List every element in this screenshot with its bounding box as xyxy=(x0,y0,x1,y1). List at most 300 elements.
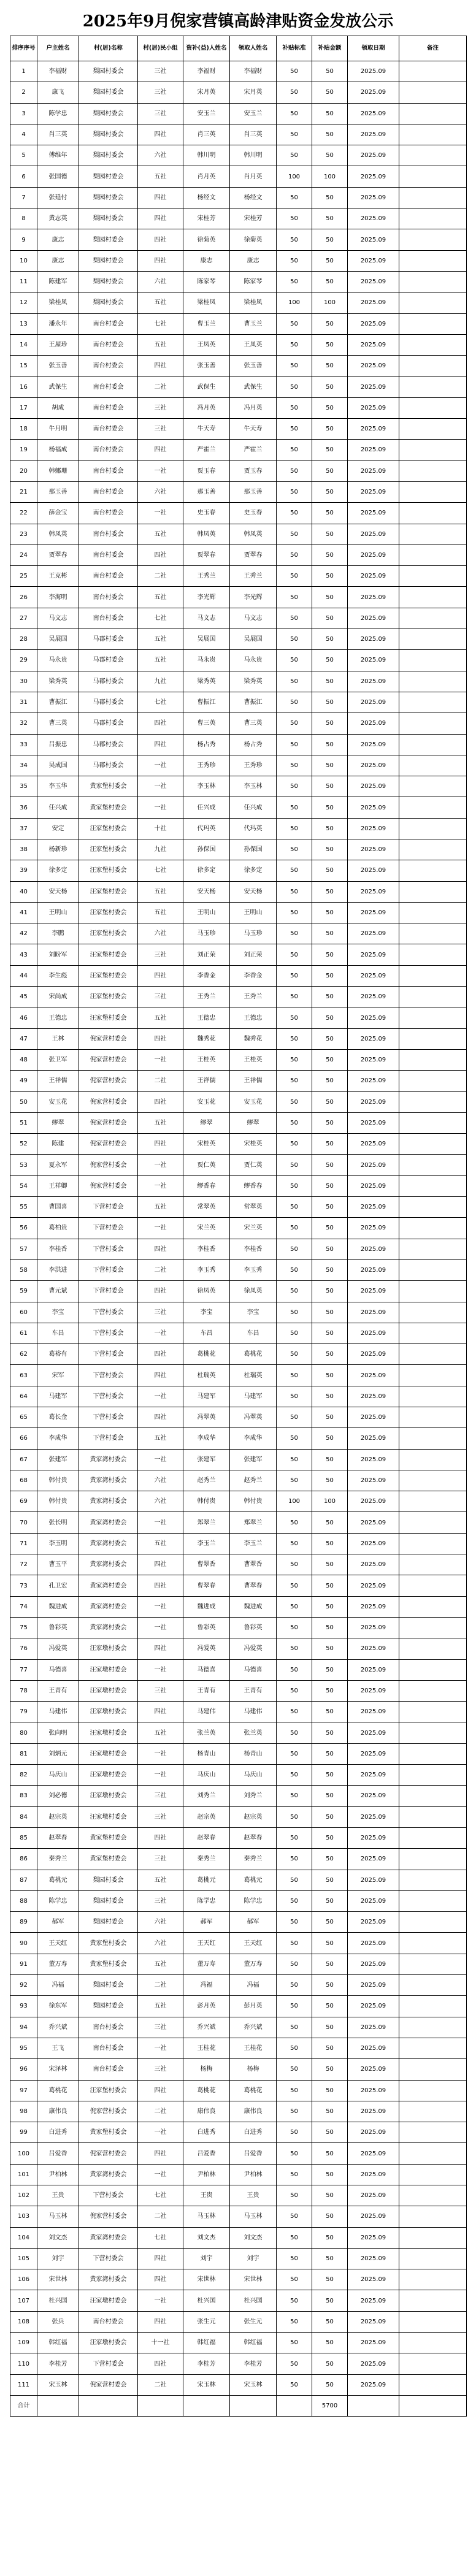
cell-date: 2025.09 xyxy=(348,1743,399,1764)
cell-amount: 50 xyxy=(312,797,348,818)
cell-beneficiary: 杜兴国 xyxy=(183,2290,230,2311)
cell-recipient: 马文志 xyxy=(230,608,277,629)
cell-notes xyxy=(399,2269,467,2290)
cell-date: 2025.09 xyxy=(348,1596,399,1617)
cell-village: 黄家湾村委会 xyxy=(79,1512,138,1533)
cell-household: 潘永年 xyxy=(37,313,79,334)
cell-index: 87 xyxy=(10,1870,37,1890)
cell-group: 四社 xyxy=(138,1344,183,1365)
cell-village: 黄家湾村委会 xyxy=(79,1449,138,1470)
cell-amount: 50 xyxy=(312,187,348,208)
cell-household: 韩付贵 xyxy=(37,1491,79,1512)
cell-beneficiary: 陈学忠 xyxy=(183,1890,230,1911)
cell-beneficiary: 赵宗英 xyxy=(183,1806,230,1827)
cell-beneficiary: 鲁彩英 xyxy=(183,1617,230,1638)
cell-group: 五社 xyxy=(138,1428,183,1449)
cell-standard: 50 xyxy=(277,103,312,124)
cell-index: 104 xyxy=(10,2227,37,2248)
cell-notes xyxy=(399,1365,467,1386)
cell-beneficiary: 康伟良 xyxy=(183,2101,230,2122)
cell-household: 葛柏贵 xyxy=(37,1218,79,1239)
cell-household: 傅维年 xyxy=(37,145,79,166)
cell-amount: 50 xyxy=(312,1870,348,1890)
cell-group: 五社 xyxy=(138,587,183,608)
cell-notes xyxy=(399,187,467,208)
cell-recipient: 冯爱英 xyxy=(230,1638,277,1659)
cell-household: 葛裕有 xyxy=(37,1344,79,1365)
cell-household: 葛桃元 xyxy=(37,1870,79,1890)
cell-recipient: 董万寿 xyxy=(230,1954,277,1974)
cell-recipient: 李玉兰 xyxy=(230,1533,277,1554)
cell-date: 2025.09 xyxy=(348,2059,399,2080)
cell-village: 南台村委会 xyxy=(79,545,138,565)
cell-village: 梨园村委会 xyxy=(79,124,138,145)
cell-date: 2025.09 xyxy=(348,2311,399,2332)
cell-beneficiary: 董万寿 xyxy=(183,1954,230,1974)
cell-amount: 50 xyxy=(312,1428,348,1449)
table-row xyxy=(10,1912,467,1933)
cell-beneficiary: 王青有 xyxy=(183,1680,230,1701)
cell-recipient: 马庆山 xyxy=(230,1765,277,1786)
cell-village: 下营村委会 xyxy=(79,1323,138,1343)
cell-amount: 50 xyxy=(312,271,348,292)
cell-group: 四社 xyxy=(138,2248,183,2269)
cell-group: 四社 xyxy=(138,1281,183,1302)
cell-recipient: 王凤英 xyxy=(230,334,277,355)
cell-village: 黄家堡村委会 xyxy=(79,1849,138,1870)
cell-amount: 100 xyxy=(312,166,348,187)
cell-notes xyxy=(399,2059,467,2080)
cell-index: 44 xyxy=(10,965,37,986)
table-row xyxy=(10,755,467,776)
cell-amount: 50 xyxy=(312,1786,348,1806)
cell-date: 2025.09 xyxy=(348,965,399,986)
cell-group: 三社 xyxy=(138,1849,183,1870)
cell-recipient: 韩川明 xyxy=(230,145,277,166)
cell-amount: 50 xyxy=(312,103,348,124)
cell-amount: 50 xyxy=(312,1365,348,1386)
cell-group: 五社 xyxy=(138,1007,183,1028)
cell-village: 黄家湾村委会 xyxy=(79,1575,138,1596)
cell-village: 黄家堡村委会 xyxy=(79,2122,138,2143)
cell-group: 一社 xyxy=(138,797,183,818)
cell-village: 汪家墩村委会 xyxy=(79,2290,138,2311)
cell-amount: 50 xyxy=(312,1470,348,1491)
cell-amount: 50 xyxy=(312,1049,348,1070)
cell-beneficiary: 宋月英 xyxy=(183,82,230,103)
cell-village: 马郡村委会 xyxy=(79,671,138,692)
cell-index: 108 xyxy=(10,2311,37,2332)
cell-index: 99 xyxy=(10,2122,37,2143)
header-date: 领取日期 xyxy=(348,36,399,61)
cell-date: 2025.09 xyxy=(348,1428,399,1449)
cell-recipient: 魏进成 xyxy=(230,1596,277,1617)
cell-notes xyxy=(399,734,467,755)
cell-date: 2025.09 xyxy=(348,1954,399,1974)
table-row xyxy=(10,713,467,734)
cell-notes xyxy=(399,1323,467,1343)
cell-household: 韩娜珊 xyxy=(37,461,79,481)
cell-group: 六社 xyxy=(138,1912,183,1933)
cell-notes xyxy=(399,1554,467,1575)
cell-group: 六社 xyxy=(138,923,183,944)
cell-beneficiary: 韩红福 xyxy=(183,2333,230,2353)
cell-recipient: 张建军 xyxy=(230,1449,277,1470)
cell-recipient: 肖三英 xyxy=(230,124,277,145)
cell-household: 赵翠春 xyxy=(37,1827,79,1848)
cell-standard: 50 xyxy=(277,1134,312,1155)
cell-amount: 50 xyxy=(312,2059,348,2080)
cell-standard: 50 xyxy=(277,145,312,166)
cell-index: 45 xyxy=(10,987,37,1007)
cell-date: 2025.09 xyxy=(348,1806,399,1827)
cell-index: 85 xyxy=(10,1827,37,1848)
cell-household: 那玉善 xyxy=(37,481,79,502)
cell-group: 五社 xyxy=(138,1722,183,1743)
cell-notes xyxy=(399,503,467,524)
cell-group: 七社 xyxy=(138,608,183,629)
cell-standard: 50 xyxy=(277,524,312,545)
cell-recipient: 张生元 xyxy=(230,2311,277,2332)
cell-beneficiary: 安天杨 xyxy=(183,881,230,902)
cell-village: 汪家堡村委会 xyxy=(79,965,138,986)
cell-household: 葛长金 xyxy=(37,1407,79,1428)
cell-recipient: 吴展国 xyxy=(230,629,277,650)
cell-household: 吕爱香 xyxy=(37,2143,79,2164)
table-row xyxy=(10,1428,467,1449)
cell-group: 三社 xyxy=(138,419,183,440)
cell-index: 79 xyxy=(10,1702,37,1722)
table-row xyxy=(10,2164,467,2185)
cell-household: 郝军 xyxy=(37,1912,79,1933)
table-row xyxy=(10,1071,467,1091)
cell-amount: 50 xyxy=(312,2185,348,2206)
cell-index: 41 xyxy=(10,902,37,923)
table-row xyxy=(10,1365,467,1386)
cell-notes xyxy=(399,1386,467,1407)
cell-date: 2025.09 xyxy=(348,1617,399,1638)
cell-group: 三社 xyxy=(138,397,183,418)
cell-date: 2025.09 xyxy=(348,2248,399,2269)
cell-household: 梁秀英 xyxy=(37,671,79,692)
cell-recipient: 陈学忠 xyxy=(230,1890,277,1911)
cell-standard: 50 xyxy=(277,503,312,524)
cell-amount: 50 xyxy=(312,524,348,545)
cell-village: 南台村委会 xyxy=(79,397,138,418)
cell-notes xyxy=(399,2080,467,2101)
cell-recipient: 贾翠春 xyxy=(230,545,277,565)
cell-group: 五社 xyxy=(138,629,183,650)
table-row xyxy=(10,1091,467,1112)
cell-household: 夏永军 xyxy=(37,1155,79,1175)
cell-date: 2025.09 xyxy=(348,1786,399,1806)
cell-group: 一社 xyxy=(138,776,183,797)
cell-date: 2025.09 xyxy=(348,629,399,650)
cell-standard: 50 xyxy=(277,1007,312,1028)
cell-standard: 50 xyxy=(277,1365,312,1386)
cell-standard: 50 xyxy=(277,397,312,418)
cell-amount: 50 xyxy=(312,902,348,923)
cell-standard: 50 xyxy=(277,61,312,82)
cell-household: 康志 xyxy=(37,250,79,271)
cell-date: 2025.09 xyxy=(348,1996,399,2017)
cell-notes xyxy=(399,797,467,818)
cell-beneficiary: 韩川明 xyxy=(183,145,230,166)
cell-standard: 50 xyxy=(277,713,312,734)
cell-amount: 50 xyxy=(312,440,348,461)
table-row xyxy=(10,1786,467,1806)
cell-date: 2025.09 xyxy=(348,1259,399,1280)
cell-village: 倪家营村委会 xyxy=(79,2143,138,2164)
cell-date: 2025.09 xyxy=(348,2227,399,2248)
cell-standard: 50 xyxy=(277,1218,312,1239)
cell-village: 倪家营村委会 xyxy=(79,1175,138,1196)
cell-notes xyxy=(399,1933,467,1954)
cell-standard: 50 xyxy=(277,2248,312,2269)
cell-notes xyxy=(399,1786,467,1806)
cell-amount: 50 xyxy=(312,545,348,565)
table-row xyxy=(10,2248,467,2269)
cell-village: 南台村委会 xyxy=(79,2017,138,2038)
cell-group: 五社 xyxy=(138,334,183,355)
cell-household: 张兵 xyxy=(37,2311,79,2332)
cell-village: 倪家营村委会 xyxy=(79,1049,138,1070)
cell-household: 赵宗英 xyxy=(37,1806,79,1827)
cell-amount: 50 xyxy=(312,1849,348,1870)
cell-standard: 50 xyxy=(277,1470,312,1491)
cell-village: 梨园村委会 xyxy=(79,271,138,292)
table-row xyxy=(10,2227,467,2248)
cell-notes xyxy=(399,1849,467,1870)
cell-village: 南台村委会 xyxy=(79,503,138,524)
cell-amount: 50 xyxy=(312,229,348,250)
cell-amount: 50 xyxy=(312,1449,348,1470)
cell-notes xyxy=(399,292,467,313)
cell-amount: 50 xyxy=(312,1512,348,1533)
table-row xyxy=(10,461,467,481)
cell-beneficiary: 徐凤英 xyxy=(183,1281,230,1302)
cell-village: 黄家湾村委会 xyxy=(79,1533,138,1554)
cell-beneficiary: 马德喜 xyxy=(183,1659,230,1680)
cell-notes xyxy=(399,1912,467,1933)
cell-notes xyxy=(399,1617,467,1638)
cell-notes xyxy=(399,208,467,229)
cell-village: 下营村委会 xyxy=(79,1428,138,1449)
cell-standard: 50 xyxy=(277,2122,312,2143)
cell-date: 2025.09 xyxy=(348,1870,399,1890)
table-row xyxy=(10,1134,467,1155)
cell-group: 一社 xyxy=(138,1449,183,1470)
cell-village: 南台村委会 xyxy=(79,419,138,440)
cell-household: 刘炳元 xyxy=(37,1743,79,1764)
cell-household: 李福财 xyxy=(37,61,79,82)
cell-group: 五社 xyxy=(138,292,183,313)
cell-notes xyxy=(399,1049,467,1070)
table-row xyxy=(10,1449,467,1470)
header-amount: 补贴金额 xyxy=(312,36,348,61)
cell-date: 2025.09 xyxy=(348,1134,399,1155)
cell-standard: 50 xyxy=(277,1028,312,1049)
cell-notes xyxy=(399,1112,467,1133)
cell-household: 李鹏 xyxy=(37,923,79,944)
cell-date: 2025.09 xyxy=(348,229,399,250)
cell-index: 81 xyxy=(10,1743,37,1764)
cell-household: 张卫军 xyxy=(37,1049,79,1070)
cell-index: 106 xyxy=(10,2269,37,2290)
cell-household: 王青有 xyxy=(37,1680,79,1701)
cell-notes xyxy=(399,713,467,734)
cell-group: 一社 xyxy=(138,2290,183,2311)
cell-group: 一社 xyxy=(138,755,183,776)
cell-date: 2025.09 xyxy=(348,987,399,1007)
table-row xyxy=(10,1617,467,1638)
cell-household: 韩付贵 xyxy=(37,1470,79,1491)
cell-standard: 50 xyxy=(277,187,312,208)
cell-beneficiary: 宋桂芳 xyxy=(183,208,230,229)
cell-village: 汪家墩村委会 xyxy=(79,1638,138,1659)
cell-beneficiary: 宋桂英 xyxy=(183,1134,230,1155)
cell-index: 59 xyxy=(10,1281,37,1302)
cell-date: 2025.09 xyxy=(348,1975,399,1996)
cell-group: 四社 xyxy=(138,440,183,461)
cell-amount: 50 xyxy=(312,2353,348,2374)
cell-household: 薛金宝 xyxy=(37,503,79,524)
table-row xyxy=(10,1849,467,1870)
cell-village: 梨园村委会 xyxy=(79,61,138,82)
cell-group: 四社 xyxy=(138,187,183,208)
cell-date: 2025.09 xyxy=(348,481,399,502)
cell-date: 2025.09 xyxy=(348,2080,399,2101)
table-row xyxy=(10,1765,467,1786)
cell-standard: 50 xyxy=(277,1259,312,1280)
cell-household: 陈建军 xyxy=(37,271,79,292)
cell-group: 三社 xyxy=(138,2017,183,2038)
cell-index: 101 xyxy=(10,2164,37,2185)
cell-beneficiary: 魏秀花 xyxy=(183,1028,230,1049)
cell-date: 2025.09 xyxy=(348,1365,399,1386)
cell-household: 马永贵 xyxy=(37,650,79,671)
table-row xyxy=(10,1197,467,1218)
cell-beneficiary: 那玉善 xyxy=(183,481,230,502)
cell-amount: 50 xyxy=(312,2101,348,2122)
cell-date: 2025.09 xyxy=(348,713,399,734)
cell-beneficiary: 秦秀兰 xyxy=(183,1849,230,1870)
table-row xyxy=(10,608,467,629)
cell-beneficiary: 王桂花 xyxy=(183,2038,230,2058)
cell-index: 12 xyxy=(10,292,37,313)
total-amount: 5700 xyxy=(312,2395,348,2416)
cell-group: 五社 xyxy=(138,166,183,187)
cell-recipient: 贾仁英 xyxy=(230,1155,277,1175)
cell-village: 黄家湾村委会 xyxy=(79,1596,138,1617)
cell-village: 汪家墩村委会 xyxy=(79,1722,138,1743)
cell-village: 黄家湾村委会 xyxy=(79,2269,138,2290)
cell-standard: 50 xyxy=(277,208,312,229)
cell-recipient: 代玛英 xyxy=(230,818,277,839)
cell-amount: 50 xyxy=(312,145,348,166)
cell-standard: 50 xyxy=(277,2227,312,2248)
cell-household: 吴成国 xyxy=(37,755,79,776)
cell-village: 下营村委会 xyxy=(79,1259,138,1280)
cell-village: 梨园村委会 xyxy=(79,103,138,124)
cell-beneficiary: 王德忠 xyxy=(183,1007,230,1028)
cell-group: 一社 xyxy=(138,2038,183,2058)
cell-standard: 50 xyxy=(277,1786,312,1806)
table-row xyxy=(10,103,467,124)
cell-date: 2025.09 xyxy=(348,1680,399,1701)
header-standard: 补贴标准 xyxy=(277,36,312,61)
cell-index: 80 xyxy=(10,1722,37,1743)
cell-village: 下营村委会 xyxy=(79,2248,138,2269)
table-row xyxy=(10,1049,467,1070)
cell-date: 2025.09 xyxy=(348,82,399,103)
cell-village: 倪家营村委会 xyxy=(79,1091,138,1112)
cell-index: 2 xyxy=(10,82,37,103)
table-row xyxy=(10,839,467,860)
cell-notes xyxy=(399,1007,467,1028)
cell-recipient: 肖月英 xyxy=(230,166,277,187)
cell-group: 五社 xyxy=(138,1954,183,1974)
cell-notes xyxy=(399,1239,467,1259)
cell-group: 五社 xyxy=(138,902,183,923)
cell-notes xyxy=(399,1302,467,1323)
cell-index: 6 xyxy=(10,166,37,187)
cell-notes xyxy=(399,987,467,1007)
table-row xyxy=(10,187,467,208)
cell-recipient: 曹翠香 xyxy=(230,1554,277,1575)
cell-standard: 50 xyxy=(277,923,312,944)
cell-date: 2025.09 xyxy=(348,2374,399,2395)
cell-notes xyxy=(399,923,467,944)
cell-recipient: 王秀珍 xyxy=(230,755,277,776)
cell-village: 下营村委会 xyxy=(79,1407,138,1428)
cell-notes xyxy=(399,1596,467,1617)
cell-notes xyxy=(399,103,467,124)
cell-standard: 50 xyxy=(277,2164,312,2185)
cell-amount: 50 xyxy=(312,755,348,776)
cell-notes xyxy=(399,1975,467,1996)
cell-date: 2025.09 xyxy=(348,2206,399,2227)
cell-household: 马德喜 xyxy=(37,1659,79,1680)
table-row xyxy=(10,860,467,881)
cell-village: 梨园村委会 xyxy=(79,1975,138,1996)
table-row xyxy=(10,2269,467,2290)
cell-household: 王明山 xyxy=(37,902,79,923)
cell-group: 一社 xyxy=(138,1386,183,1407)
cell-household: 刘宇 xyxy=(37,2248,79,2269)
table-row xyxy=(10,503,467,524)
cell-group: 三社 xyxy=(138,1890,183,1911)
cell-recipient: 曹翠春 xyxy=(230,1575,277,1596)
cell-index: 105 xyxy=(10,2248,37,2269)
cell-village: 汪家墩村委会 xyxy=(79,1702,138,1722)
table-row xyxy=(10,2143,467,2164)
cell-recipient: 王天红 xyxy=(230,1933,277,1954)
cell-notes xyxy=(399,587,467,608)
cell-group: 四社 xyxy=(138,713,183,734)
cell-household: 尹柏林 xyxy=(37,2164,79,2185)
cell-amount: 50 xyxy=(312,1007,348,1028)
cell-date: 2025.09 xyxy=(348,271,399,292)
cell-village: 下营村委会 xyxy=(79,2185,138,2206)
cell-group: 四社 xyxy=(138,2143,183,2164)
cell-recipient: 严霍兰 xyxy=(230,440,277,461)
cell-group: 三社 xyxy=(138,1786,183,1806)
table-row xyxy=(10,1281,467,1302)
cell-village: 梨园村委会 xyxy=(79,187,138,208)
cell-standard: 50 xyxy=(277,481,312,502)
cell-standard: 50 xyxy=(277,839,312,860)
